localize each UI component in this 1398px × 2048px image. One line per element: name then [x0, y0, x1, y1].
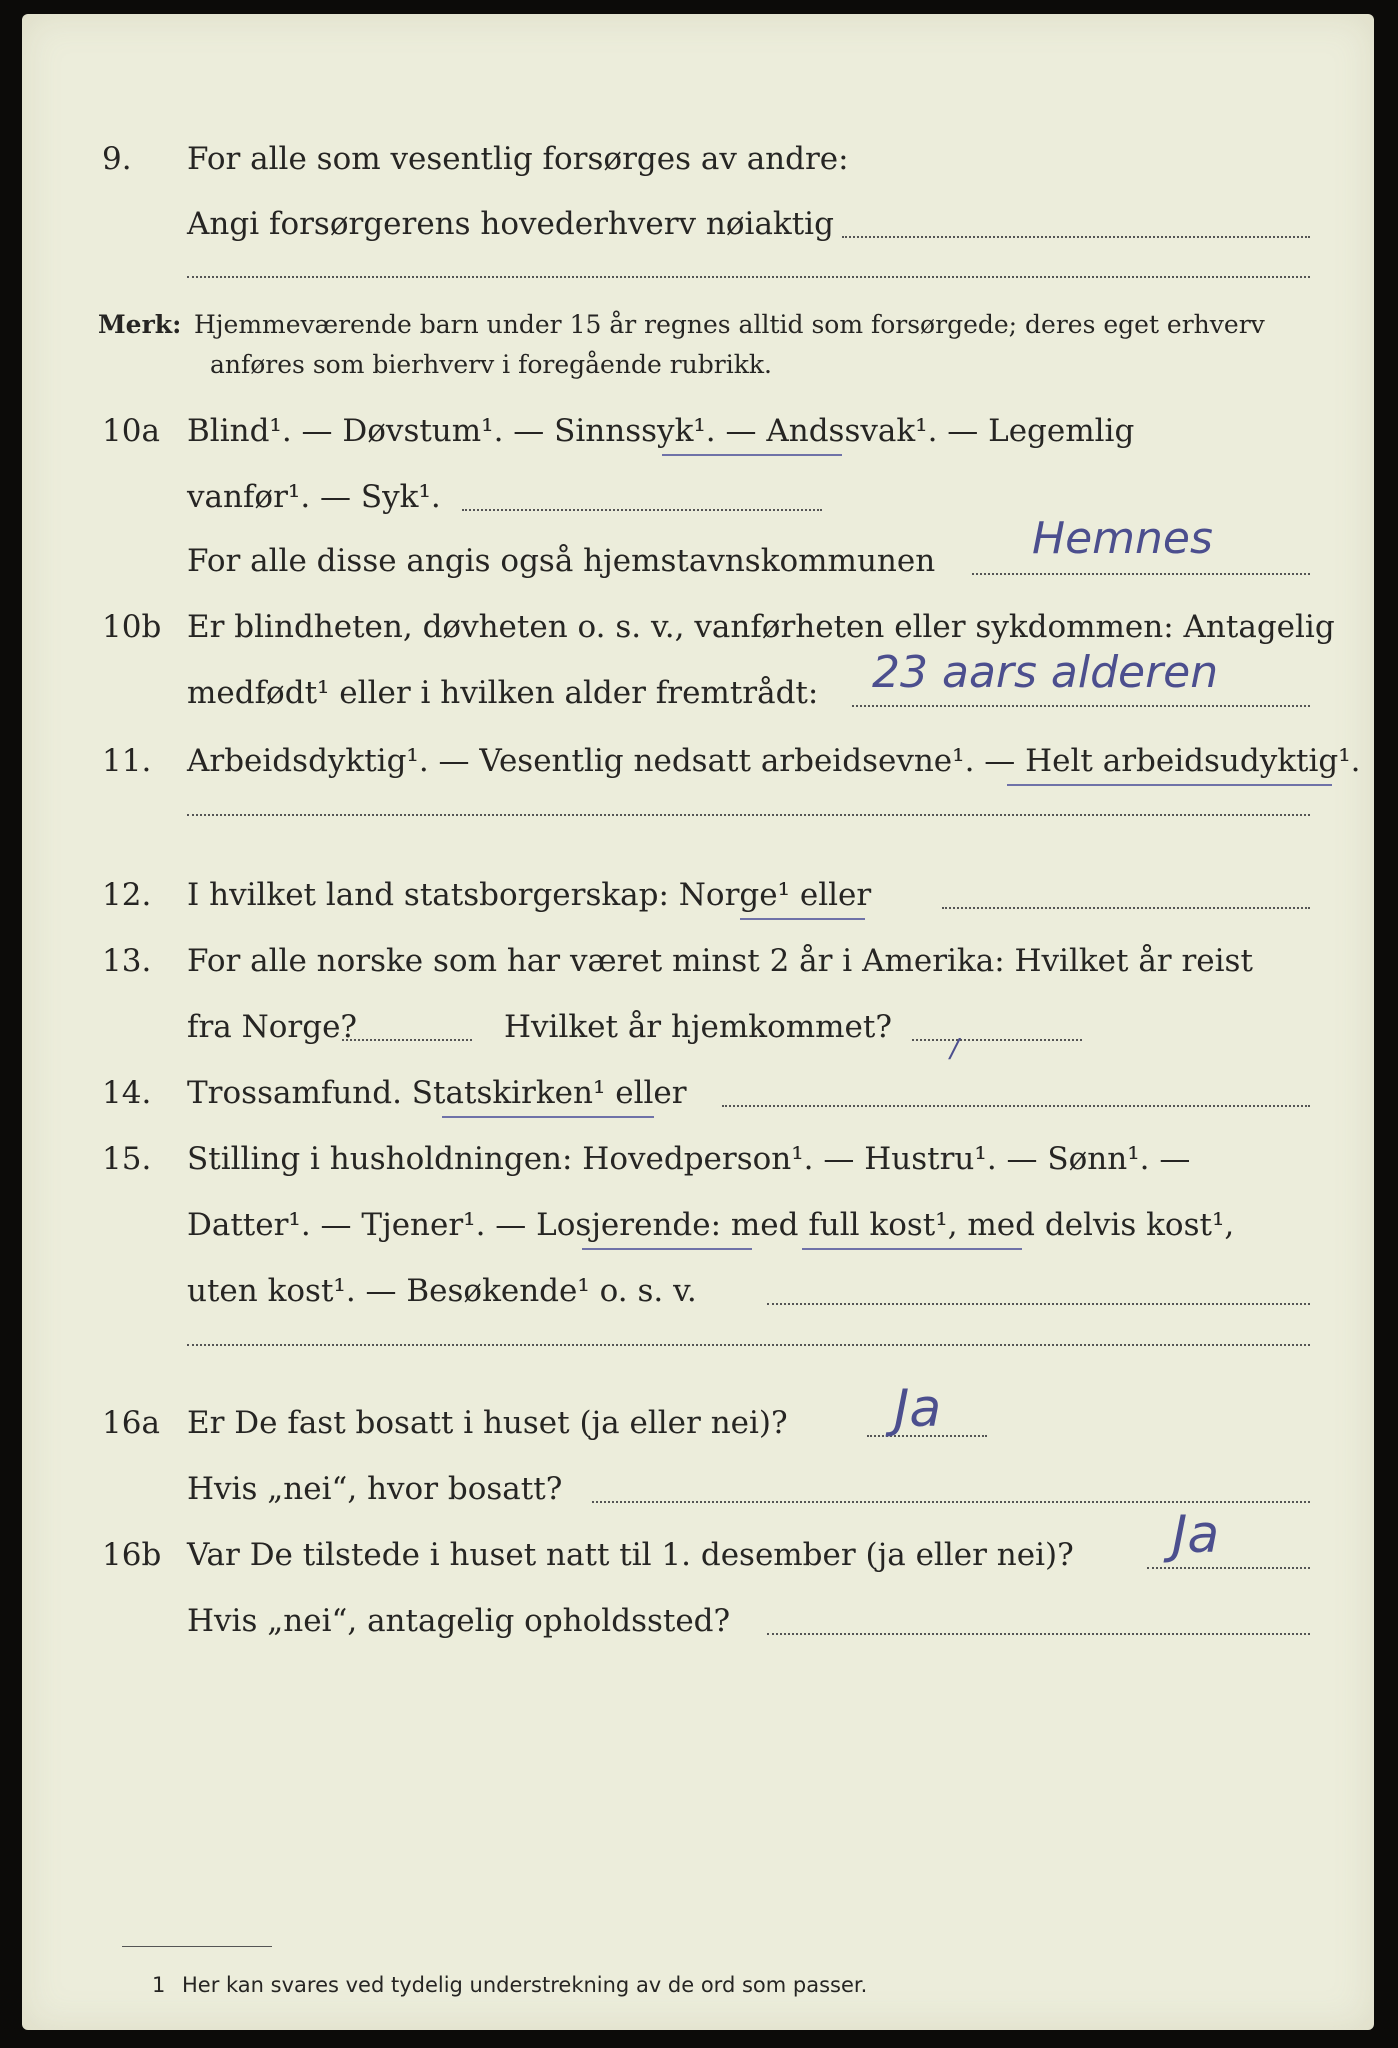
q12-number: 12.	[102, 877, 152, 913]
q10a-syk-answer-line	[462, 509, 822, 511]
q12-answer-line	[942, 907, 1310, 909]
q10a-line1	[22, 406, 1374, 456]
q16a-text-1: Er De fast bosatt i huset (ja eller nei)?	[187, 1405, 788, 1441]
merk-text-2: anføres som bierhverv i foregående rubrikk.	[210, 350, 772, 379]
q15-number: 15.	[102, 1141, 152, 1177]
q15-text-2: Datter¹. — Tjener¹. — Losjerende: med full kost¹, med delvis kost¹,	[187, 1207, 1235, 1243]
q11-answer-line	[187, 814, 1310, 816]
q9-text: For alle som vesentlig forsørges av andre:	[187, 141, 849, 177]
q16a-line1	[22, 1398, 1374, 1448]
q13-hjemkommet-label: Hvilket år hjemkommet?	[504, 1009, 892, 1045]
footnote-rule	[122, 1946, 272, 1947]
q13-handwritten-mark: /	[950, 1034, 959, 1064]
q9-occupation-label: Angi forsørgerens hovederhverv nøiaktig	[187, 206, 834, 242]
q13-hjemkommet-answer-line	[912, 1039, 1082, 1041]
q16b-number: 16b	[102, 1537, 162, 1573]
q15-text-3: uten kost¹. — Besøkende¹ o. s. v.	[187, 1273, 697, 1309]
q10b-handwritten-answer: 23 aars alderen	[872, 647, 1219, 698]
census-form-page	[22, 14, 1374, 2030]
q16a-handwritten-answer: Ja	[894, 1379, 942, 1439]
q16b-text-2: Hvis „nei“, antagelig opholdssted?	[187, 1603, 731, 1639]
q10b-number: 10b	[102, 609, 162, 645]
q13-reist-answer-line	[342, 1039, 472, 1041]
q16a-number: 16a	[102, 1405, 160, 1441]
q10a-options: Blind¹. — Døvstum¹. — Sinnssyk¹. — Andssvak¹. — Legemlig	[187, 413, 1135, 449]
footnote	[22, 1960, 1374, 2010]
q11-number: 11.	[102, 743, 152, 779]
q9-answer-line	[842, 236, 1310, 238]
q9-line1	[22, 134, 1374, 184]
q15-extra-answer-line	[187, 1344, 1310, 1346]
merk-line2	[22, 340, 1374, 390]
q9-line2	[22, 199, 1374, 249]
q15-line1	[22, 1134, 1374, 1184]
q16a-bosatt-answer-line	[592, 1501, 1310, 1503]
q16b-answer-line	[1147, 1567, 1310, 1569]
q14-line1	[22, 1068, 1374, 1118]
underline-statskirken	[442, 1116, 654, 1118]
underline-norge	[740, 918, 865, 920]
q13-line2	[22, 1002, 1374, 1052]
merk-label: Merk:	[98, 310, 182, 339]
q14-answer-line	[722, 1105, 1310, 1107]
q13-text-1: For alle norske som har været minst 2 år i Amerika: Hvilket år reist	[187, 943, 1253, 979]
q12-line1	[22, 870, 1374, 920]
underline-helt-arbeidsudyktig	[1007, 784, 1332, 786]
q15-answer-line	[767, 1303, 1310, 1305]
q16b-opholdssted-answer-line	[767, 1633, 1310, 1635]
q16b-text-1: Var De tilstede i huset natt til 1. desember (ja eller nei)?	[187, 1537, 1074, 1573]
q16b-line2	[22, 1596, 1374, 1646]
underline-sinnssyk	[662, 454, 842, 456]
q10a-answer-line	[972, 573, 1310, 575]
footnote-mark: 1	[152, 1973, 166, 1997]
footnote-text: Her kan svares ved tydelig understrekning av de ord som passer.	[182, 1973, 868, 1997]
merk-text-1: Hjemmeværende barn under 15 år regnes alltid som forsørgede; deres eget erhverv	[194, 310, 1265, 339]
q16b-handwritten-answer: Ja	[1172, 1505, 1220, 1565]
q14-text: Trossamfund. Statskirken¹ eller	[187, 1075, 687, 1111]
q15-text-1: Stilling i husholdningen: Hovedperson¹. — Hustru¹. — Sønn¹. —	[187, 1141, 1191, 1177]
q10b-text-2: medfødt¹ eller i hvilken alder fremtrådt:	[187, 675, 819, 711]
q15-line3	[22, 1266, 1374, 1316]
q10a-text-3: For alle disse angis også hjemstavnskommunen	[187, 543, 936, 579]
q9-number: 9.	[102, 141, 132, 177]
q11-text: Arbeidsdyktig¹. — Vesentlig nedsatt arbeidsevne¹. — Helt arbeidsudyktig¹.	[187, 743, 1361, 779]
q12-text: I hvilket land statsborgerskap: Norge¹ eller	[187, 877, 872, 913]
q10a-text-2: vanfør¹. — Syk¹.	[187, 479, 441, 515]
q10a-number: 10a	[102, 413, 160, 449]
q10a-handwritten-answer: Hemnes	[1032, 513, 1213, 564]
q10b-answer-line	[852, 705, 1310, 707]
underline-losjerende	[582, 1248, 752, 1250]
q15-line2	[22, 1200, 1374, 1250]
q14-number: 14.	[102, 1075, 152, 1111]
q16a-text-2: Hvis „nei“, hvor bosatt?	[187, 1471, 563, 1507]
q9-extra-answer-line	[187, 276, 1310, 278]
q10b-line1	[22, 602, 1374, 652]
q11-line1	[22, 736, 1374, 786]
q13-number: 13.	[102, 943, 152, 979]
q13-reist-label: fra Norge?	[187, 1009, 358, 1045]
underline-med-full-kost	[802, 1248, 1022, 1250]
q10b-text-1: Er blindheten, døvheten o. s. v., vanførheten eller sykdommen: Antagelig	[187, 609, 1335, 645]
q13-line1	[22, 936, 1374, 986]
